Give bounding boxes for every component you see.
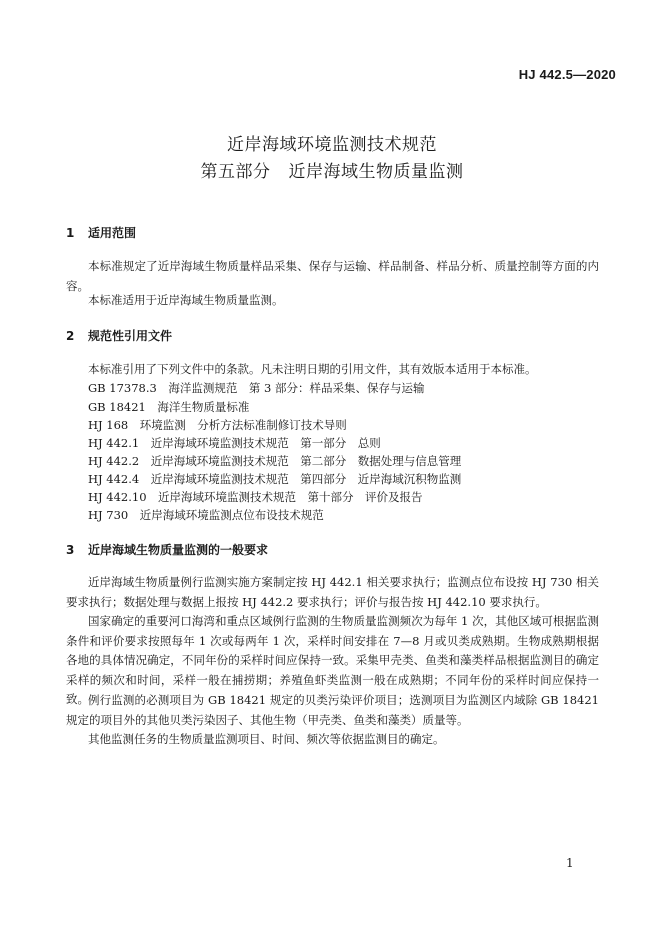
subtitle-name: 近岸海域生物质量监测 (288, 162, 464, 182)
reference-item: HJ 730 近岸海域环境监测点位布设技术规范 (88, 508, 324, 522)
reference-item: HJ 168 环境监测 分析方法标准制修订技术导则 (88, 418, 347, 432)
section-number: 3 (66, 543, 75, 557)
paragraph: 其他监测任务的生物质量监测项目、时间、频次等依据监测目的确定。 (88, 732, 445, 746)
document-title: 近岸海域环境监测技术规范 (227, 135, 437, 155)
reference-item: HJ 442.10 近岸海域环境监测技术规范 第十部分 评价及报告 (88, 490, 423, 504)
paragraph: 近岸海域生物质量例行监测实施方案制定按 HJ 442.1 相关要求执行；监测点位布设按 HJ 730 相关要求执行；数据处理与数据上报按 HJ 442.2 要求执行；评价与报告按 HJ 442.10 要求执行。 (66, 575, 599, 609)
section-title: 适用范围 (88, 226, 137, 240)
section-title: 近岸海域生物质量监测的一般要求 (88, 543, 269, 557)
page-number: 1 (566, 856, 574, 870)
section-heading-general-requirements (66, 541, 268, 558)
reference-item: GB 18421 海洋生物质量标准 (88, 400, 250, 414)
paragraph: 本标准引用了下列文件中的条款。凡未注明日期的引用文件，其有效版本适用于本标准。 (88, 362, 537, 376)
section-heading-scope (66, 224, 136, 241)
paragraph: 本标准规定了近岸海域生物质量样品采集、保存与运输、样品制备、样品分析、质量控制等方面的内容。 (66, 259, 599, 293)
reference-item: HJ 442.1 近岸海域环境监测技术规范 第一部分 总则 (88, 436, 381, 450)
section-heading-references (66, 327, 172, 344)
document-subtitle (0, 157, 664, 182)
reference-item: HJ 442.4 近岸海域环境监测技术规范 第四部分 近岸海域沉积物监测 (88, 472, 462, 486)
reference-item: GB 17378.3 海洋监测规范 第 3 部分：样品采集、保存与运输 (88, 381, 425, 395)
section-number: 2 (66, 329, 75, 343)
subtitle-part: 第五部分 (200, 162, 271, 182)
paragraph: 国家确定的重要河口海湾和重点区域例行监测的生物质量监测频次为每年 1 次，其他区域可根据监测条件和评价要求按照每年 1 次或每两年 1 次，采样时间安排在 7—8 月或贝类成熟期。生物成熟期根据各地的具体情况确定，不同年份的采样时间应保持一致。采集甲壳类、鱼类和藻类样品根据监测目的确定采样的频次和时间，采样一般在捕捞期；养殖鱼虾类监测一般在成熟期；不同年份的采样时间应保持一致。 (66, 614, 599, 706)
paragraph: 本标准适用于近岸海域生物质量监测。 (88, 293, 284, 307)
paragraph: 例行监测的必测项目为 GB 18421 规定的贝类污染评价项目；选测项目为监测区内域除 GB 18421 规定的项目外的其他贝类污染因子、其他生物（甲壳类、鱼类和藻类）质量等。 (66, 693, 599, 727)
reference-item: HJ 442.2 近岸海域环境监测技术规范 第二部分 数据处理与信息管理 (88, 454, 462, 468)
section-title: 规范性引用文件 (88, 329, 173, 343)
section-number: 1 (66, 226, 75, 240)
standard-number: HJ 442.5—2020 (518, 67, 616, 82)
